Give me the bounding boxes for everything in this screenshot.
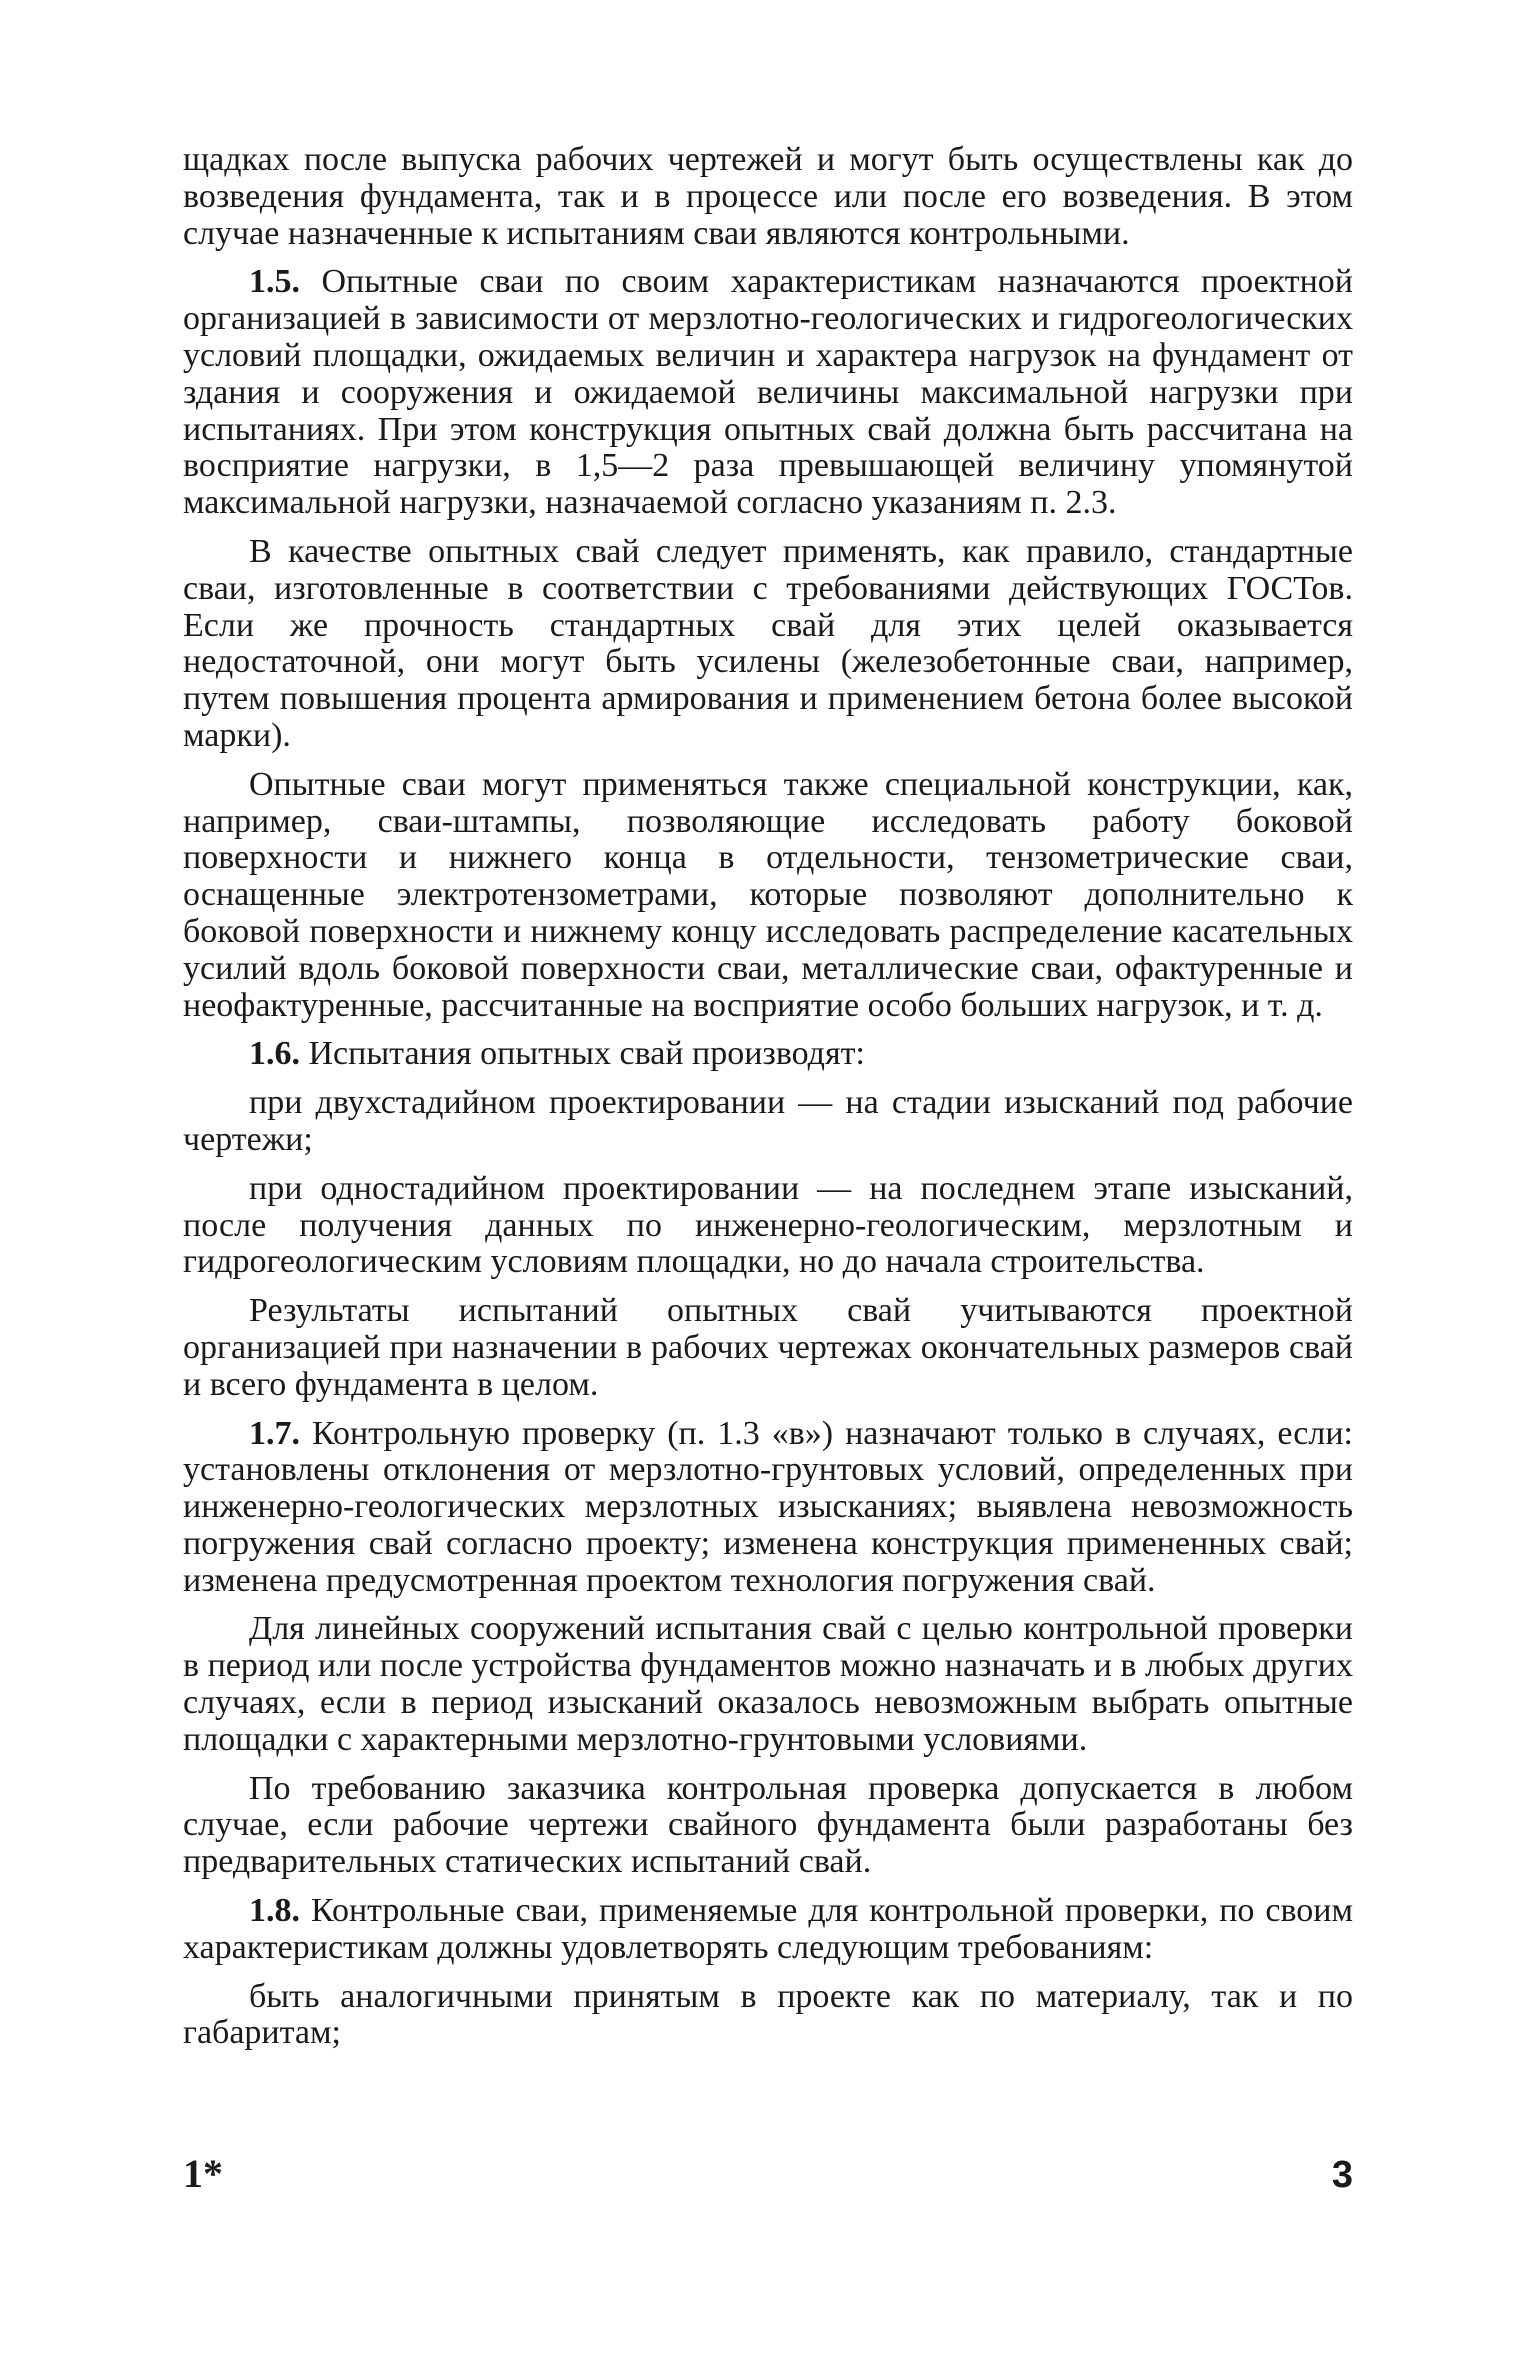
paragraph-text: при одностадийном проектировании — на последнем этапе изысканий, после получения данных по инженерно-геологическим, мерзлотным и гидрогеологическим условиям площадки, но до начала строительства. <box>183 1169 1353 1281</box>
body-text <box>183 142 1353 2064</box>
page-footer <box>183 2150 1353 2210</box>
paragraph-clause-1-5 <box>183 264 1353 522</box>
clause-number: 1.6. <box>249 1035 300 1073</box>
paragraph <box>183 1085 1353 1159</box>
paragraph <box>183 1293 1353 1403</box>
paragraph <box>183 767 1353 1025</box>
clause-number: 1.7. <box>249 1414 300 1452</box>
paragraph-text: Контрольную проверку (п. 1.3 «в») назначают только в случаях, если: установлены отклонения от мерзлотно-грунтовых условий, определенных при инженерно-геологических мерзлотных изысканиях; выявлена невозможность погружения свай согласно проекту; изменена конструкция примененных свай; изменена предусмотренная проектом технология погружения свай. <box>183 1414 1353 1599</box>
paragraph <box>183 1611 1353 1758</box>
signature-mark: 1* <box>183 2151 223 2196</box>
paragraph-text: Для линейных сооружений испытания свай с целью контрольной проверки в период или после устройства фундаментов можно назначать и в любых других случаях, если в период изысканий оказалось невозможным выбрать опытные площадки с характерными мерзлотно-грунтовыми условиями. <box>183 1610 1353 1758</box>
paragraph-text: быть аналогичными принятым в проекте как по материалу, так и по габаритам; <box>183 1977 1353 2052</box>
paragraph-text: Опытные сваи по своим характеристикам назначаются проектной организацией в зависимости от мерзлотно-геологических и гидрогеологических условий площадки, ожидаемых величин и характера нагрузок на фундамент от здания и сооружения и ожидаемой величины максимальной нагрузки при испытаниях. При этом конструкция опытных свай должна быть рассчитана на восприятие нагрузки, в 1,5—2 раза превышающей величину упомянутой максимальной нагрузки, назначаемой согласно указаниям п. 2.3. <box>183 263 1353 522</box>
paragraph-text: Опытные сваи могут применяться также специальной конструкции, как, например, сваи-штампы, позволяющие исследовать работу боковой поверхности и нижнего конца в отдельности, тензометрические сваи, оснащенные электротензометрами, которые позволяют дополнительно к боковой поверхности и нижнему концу исследовать распределение касательных усилий вдоль боковой поверхности сваи, металлические сваи, офактуренные и неофактуренные, рассчитанные на восприятие особо больших нагрузок, и т. д. <box>183 765 1353 1024</box>
paragraph-text: Испытания опытных свай производят: <box>300 1035 865 1073</box>
paragraph-text: при двухстадийном проектировании — на стадии изысканий под рабочие чертежи; <box>183 1084 1353 1158</box>
paragraph-clause-1-8 <box>183 1893 1353 1967</box>
paragraph-text: Контрольные сваи, применяемые для контрольной проверки, по своим характеристикам должны удовлетворять следующим требованиям: <box>183 1892 1353 1966</box>
paragraph <box>183 1771 1353 1881</box>
paragraph-text: щадках после выпуска рабочих чертежей и могут быть осуществлены как до возведения фундамента, так и в процессе или после его возведения. В этом случае назначенные к испытаниям сваи являются контрольными. <box>183 141 1353 252</box>
paragraph-text: Результаты испытаний опытных свай учитываются проектной организацией при назначении в рабочих чертежах окончательных размеров свай и всего фундамента в целом. <box>183 1292 1353 1403</box>
paragraph-text: По требованию заказчика контрольная проверка допускается в любом случае, если рабочие чертежи свайного фундамента были разработаны без предварительных статических испытаний свай. <box>183 1769 1353 1881</box>
paragraph-text: В качестве опытных свай следует применять, как правило, стандартные сваи, изготовленные в соответствии с требованиями действующих ГОСТов. Если же прочность стандартных свай для этих целей оказывается недостаточной, они могут быть усилены (железобетонные сваи, например, путем повышения процента армирования и применением бетона более высокой марки). <box>183 532 1353 754</box>
paragraph-continuation <box>183 142 1353 252</box>
paragraph-clause-1-6 <box>183 1036 1353 1073</box>
paragraph <box>183 1979 1353 2053</box>
page-number: 3 <box>1331 2154 1353 2196</box>
clause-number: 1.8. <box>249 1892 300 1930</box>
paragraph <box>183 1171 1353 1281</box>
clause-number: 1.5. <box>249 263 300 301</box>
paragraph <box>183 534 1353 755</box>
paragraph-clause-1-7 <box>183 1416 1353 1600</box>
